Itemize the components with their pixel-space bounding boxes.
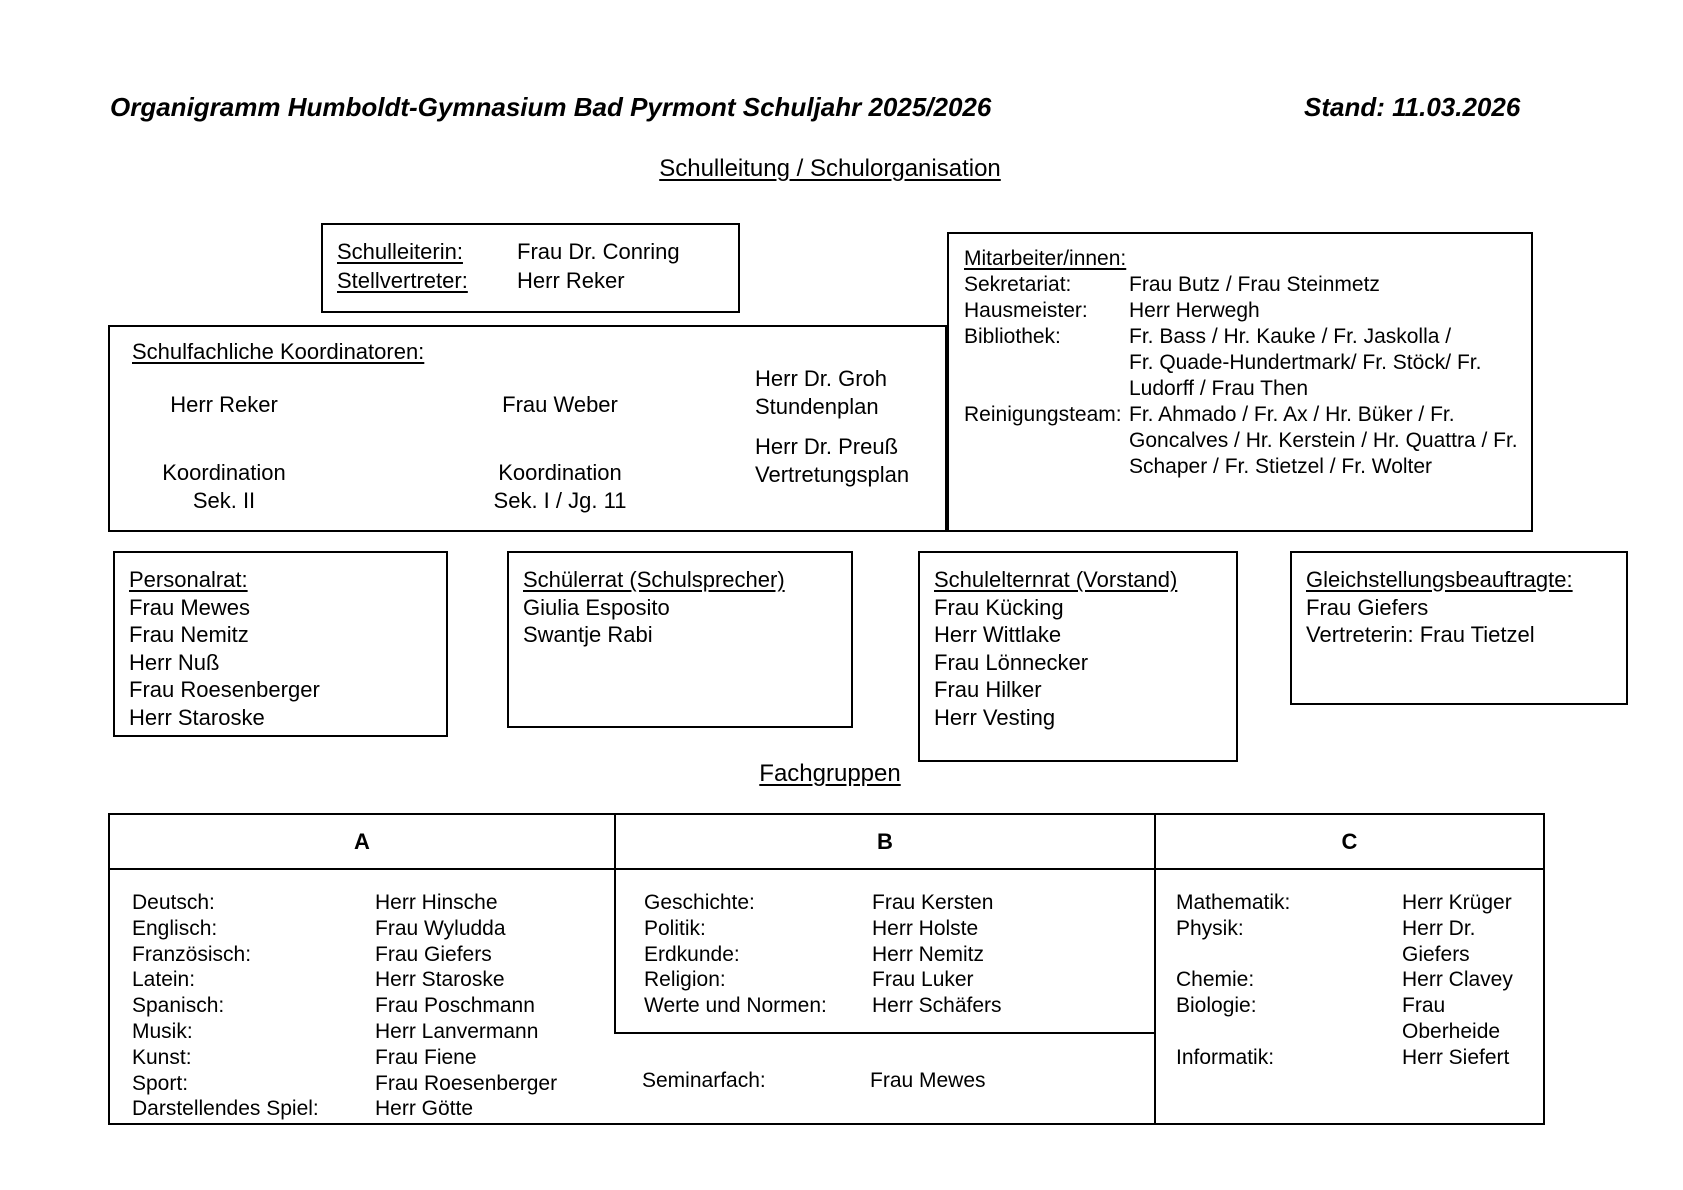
subject-row xyxy=(1176,993,1543,1045)
subject-person: Frau Oberheide xyxy=(1402,994,1501,1043)
subject-row xyxy=(644,993,1154,1019)
subject-row xyxy=(132,1096,614,1122)
member-name: Frau Kücking xyxy=(934,594,1064,620)
section-heading-fachgruppen: Fachgruppen xyxy=(759,760,901,787)
staff-value: Herr Herwegh xyxy=(1129,299,1260,322)
leadership-value: Herr Reker xyxy=(517,268,625,293)
subject-person: Herr Lanvermann xyxy=(375,1019,539,1043)
subject-row xyxy=(132,967,614,993)
member-name: Herr Staroske xyxy=(129,704,265,730)
subject-label: Latein: xyxy=(132,968,196,992)
leadership-row xyxy=(337,237,724,266)
member-name: Frau Mewes xyxy=(129,594,251,620)
subject-label: Spanisch: xyxy=(132,994,225,1018)
member-name: Herr Nuß xyxy=(129,649,220,675)
subject-person: Herr Staroske xyxy=(375,968,505,992)
section-heading-schulleitung: Schulleitung / Schulorganisation xyxy=(659,155,1001,182)
stand-date: Stand: 11.03.2026 xyxy=(1304,92,1521,122)
koordinator-role-line: Vertretungsplan xyxy=(755,462,910,487)
subject-person: Frau Roesenberger xyxy=(375,1071,558,1095)
member-name: Vertreterin: Frau Tietzel xyxy=(1306,622,1535,647)
leadership-label: Schulleiterin: xyxy=(337,239,463,264)
staff-row xyxy=(964,298,1521,324)
staff-label: Reinigungsteam: xyxy=(964,403,1122,426)
page-title: Organigramm Humboldt-Gymnasium Bad Pyrmont Schuljahr 2025/2026 xyxy=(110,92,992,122)
fachgruppen-cell-c xyxy=(1154,870,1543,1123)
box-koordinatoren xyxy=(108,325,947,532)
subject-row xyxy=(1176,967,1543,993)
column-header-c: C xyxy=(1154,815,1543,870)
member-name: Herr Wittlake xyxy=(934,622,1062,647)
subject-row xyxy=(644,967,1154,993)
koordinator-name: Herr Reker xyxy=(170,392,278,417)
fachgruppen-cell-a xyxy=(110,870,614,1123)
box-personalrat xyxy=(113,551,448,737)
staff-row xyxy=(964,324,1521,402)
subject-label: Geschichte: xyxy=(644,891,755,914)
subject-person: Herr Krüger xyxy=(1402,891,1512,914)
subject-row xyxy=(132,942,614,968)
column-header-b: B xyxy=(614,815,1154,870)
subject-row xyxy=(1176,916,1543,968)
column-header-a: A xyxy=(110,815,614,870)
subject-row xyxy=(132,890,614,916)
subject-label: Erdkunde: xyxy=(644,942,740,966)
koordinator-role-line: Sek. I / Jg. 11 xyxy=(493,488,627,513)
staff-value-line: Ludorff / Frau Then xyxy=(1129,377,1309,400)
member-name: Herr Vesting xyxy=(934,704,1056,730)
subject-label: Englisch: xyxy=(132,916,218,940)
member-name: Frau Roesenberger xyxy=(129,677,320,702)
koordinator-plan xyxy=(755,365,945,421)
member-name: Swantje Rabi xyxy=(523,622,653,647)
staff-label: Sekretariat: xyxy=(964,273,1072,296)
subject-row xyxy=(644,916,1154,942)
subject-row xyxy=(132,916,614,942)
subject-person: Frau Fiene xyxy=(375,1045,477,1069)
box-schulelternrat xyxy=(918,551,1238,762)
box-gleichstellung xyxy=(1290,551,1628,705)
koordinator-name: Herr Dr. Groh xyxy=(755,366,888,391)
staff-value-line: Fr. Ahmado / Fr. Ax / Hr. Büker / Fr. xyxy=(1129,403,1455,426)
staff-row xyxy=(964,402,1521,480)
subject-label: Mathematik: xyxy=(1176,891,1291,914)
subject-label: Kunst: xyxy=(132,1045,192,1069)
koordinator-role-line: Sek. II xyxy=(192,488,256,513)
fachgruppen-table xyxy=(108,813,1545,1125)
subject-row xyxy=(644,890,1154,916)
staff-value-line: Schaper / Fr. Stietzel / Fr. Wolter xyxy=(1129,455,1433,478)
subject-label: Biologie: xyxy=(1176,994,1257,1018)
subject-person: Herr Schäfers xyxy=(872,994,1002,1018)
koordinator-name: Herr Dr. Preuß xyxy=(755,434,899,459)
koordinator-role-line: Koordination xyxy=(162,460,286,485)
subject-person: Herr Siefert xyxy=(1402,1045,1510,1069)
subject-person: Herr Hinsche xyxy=(375,891,498,914)
staff-label: Bibliothek: xyxy=(964,325,1061,348)
staff-value: Frau Butz / Frau Steinmetz xyxy=(1129,273,1380,296)
box-schuelerrat xyxy=(507,551,853,728)
box-mitarbeiter xyxy=(947,232,1533,532)
member-name: Frau Hilker xyxy=(934,677,1042,702)
gleichstellung-heading: Gleichstellungsbeauftragte: xyxy=(1306,567,1573,592)
subject-person: Frau Wyludda xyxy=(375,916,506,940)
subject-row xyxy=(1176,1045,1543,1071)
subject-label: Darstellendes Spiel: xyxy=(132,1097,319,1121)
member-name: Frau Nemitz xyxy=(129,622,249,647)
subject-person: Herr Nemitz xyxy=(872,942,985,966)
subject-label: Chemie: xyxy=(1176,968,1255,992)
staff-value-line: Goncalves / Hr. Kerstein / Hr. Quattra / Fr. xyxy=(1129,429,1518,452)
koordinatoren-heading: Schulfachliche Koordinatoren: xyxy=(132,339,425,364)
subject-person: Frau Giefers xyxy=(375,942,492,966)
subject-label: Deutsch: xyxy=(132,891,215,914)
koordinator-role-line: Koordination xyxy=(498,460,622,485)
fachgruppen-cell-b xyxy=(614,870,1154,1032)
fachgruppen-cell-seminarfach xyxy=(614,1032,1154,1123)
subject-label: Sport: xyxy=(132,1071,189,1095)
subject-row xyxy=(132,1071,614,1097)
subject-label: Seminarfach: xyxy=(642,1069,766,1092)
koordinator-role xyxy=(460,459,660,515)
subject-label: Werte und Normen: xyxy=(644,994,827,1018)
subject-row xyxy=(132,1045,614,1071)
member-name: Giulia Esposito xyxy=(523,594,670,620)
schuelerrat-heading: Schülerrat (Schulsprecher) xyxy=(523,567,785,592)
subject-label: Politik: xyxy=(644,916,706,940)
subject-person: Herr Dr. Giefers xyxy=(1402,916,1476,966)
subject-person: Frau Kersten xyxy=(872,891,994,914)
staff-value xyxy=(1129,324,1481,402)
subject-person: Herr Clavey xyxy=(1402,968,1513,992)
subject-label: Französisch: xyxy=(132,942,252,966)
subject-person: Frau Luker xyxy=(872,968,974,992)
leadership-label: Stellvertreter: xyxy=(337,268,468,293)
koordinator-plan xyxy=(755,433,945,489)
staff-value-line: Fr. Quade-Hundertmark/ Fr. Stöck/ Fr. xyxy=(1129,351,1482,374)
member-name: Frau Lönnecker xyxy=(934,649,1089,675)
subject-row xyxy=(132,993,614,1019)
staff-value-line: Fr. Bass / Hr. Kauke / Fr. Jaskolla / xyxy=(1129,325,1452,348)
koordinator-role xyxy=(124,459,324,515)
staff-row xyxy=(964,272,1521,298)
subject-row xyxy=(644,942,1154,968)
subject-person: Herr Holste xyxy=(872,916,979,940)
schulelternrat-heading: Schulelternrat (Vorstand) xyxy=(934,567,1178,592)
subject-label: Informatik: xyxy=(1176,1045,1275,1069)
staff-label: Hausmeister: xyxy=(964,299,1088,322)
koordinator-name: Frau Weber xyxy=(502,392,618,417)
subject-person: Herr Götte xyxy=(375,1097,474,1121)
member-name: Frau Giefers xyxy=(1306,594,1429,620)
subject-row xyxy=(132,1019,614,1045)
personalrat-heading: Personalrat: xyxy=(129,567,248,592)
subject-label: Religion: xyxy=(644,968,726,992)
koordinator-role-line: Stundenplan xyxy=(755,394,879,419)
subject-row xyxy=(642,1068,1154,1094)
subject-person: Frau Poschmann xyxy=(375,994,535,1018)
leadership-row xyxy=(337,266,724,295)
subject-row xyxy=(1176,890,1543,916)
box-schulleitung xyxy=(321,223,740,313)
mitarbeiter-heading: Mitarbeiter/innen: xyxy=(964,247,1127,270)
leadership-value: Frau Dr. Conring xyxy=(517,239,680,264)
subject-person: Frau Mewes xyxy=(870,1069,986,1092)
staff-value xyxy=(1129,402,1518,480)
subject-label: Musik: xyxy=(132,1019,193,1043)
subject-label: Physik: xyxy=(1176,916,1244,940)
